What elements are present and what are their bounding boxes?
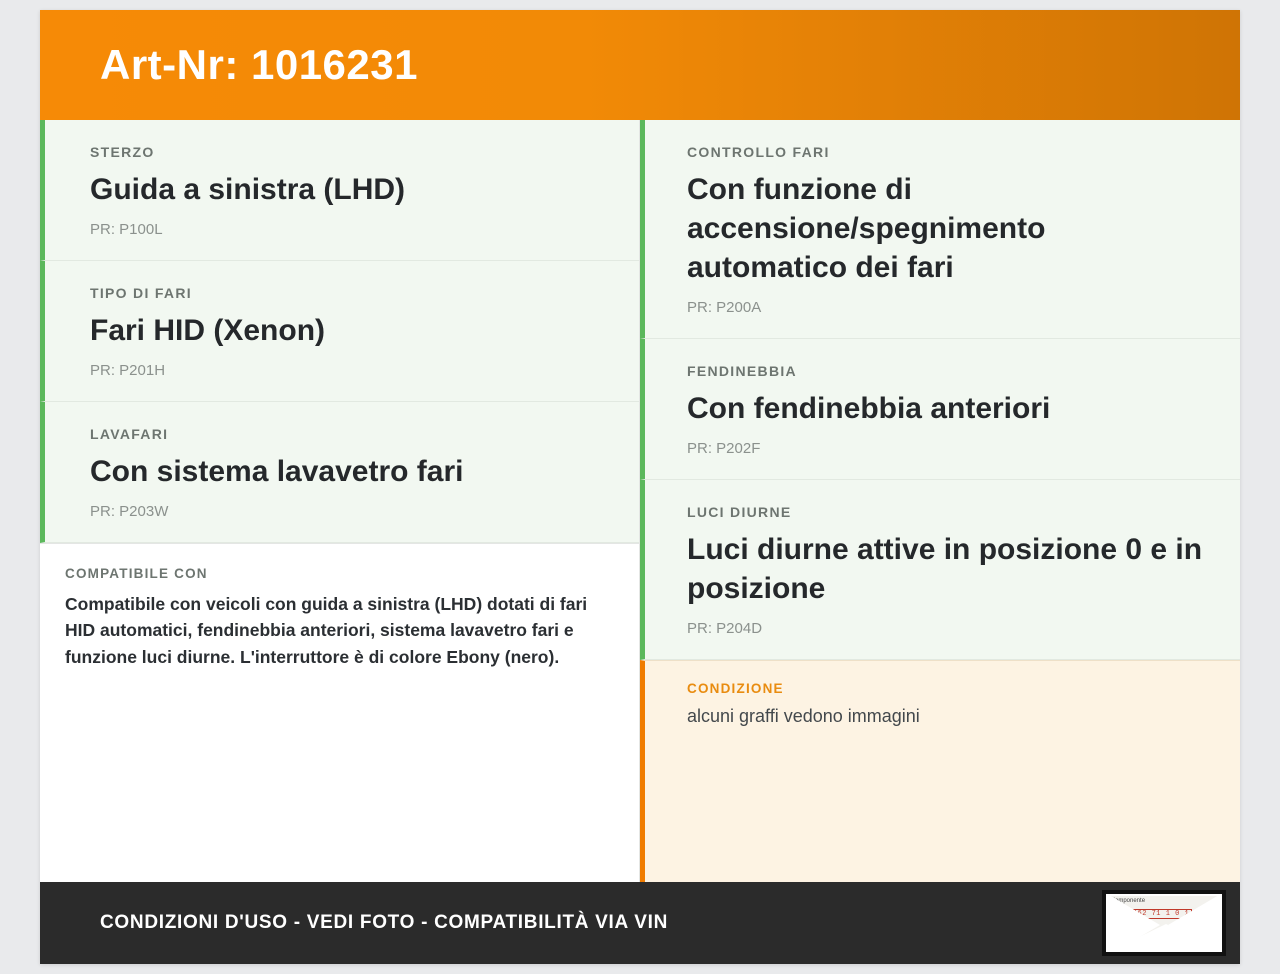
page-title: Art-Nr: 1016231 (100, 41, 418, 88)
condition-block (640, 660, 1240, 882)
parts-label-icon (1102, 890, 1226, 956)
sticker-brand: Merc...-Benz (1111, 922, 1153, 930)
spec-body (40, 120, 1240, 882)
spec-value: Guida a sinistra (LHD) (90, 173, 406, 206)
spec-value: Fari HID (Xenon) (90, 314, 326, 347)
sticker-code: W 71462 71 1 0 1 (1111, 909, 1192, 920)
spec-value: Luci diurne attive in posizione 0 e in posizione (687, 533, 1203, 605)
spec-label: FENDINEBBIA (687, 363, 797, 379)
spec-pr-code: PR: P202F (687, 440, 761, 457)
right-column (640, 120, 1240, 882)
spec-pr-code: PR: P204D (687, 620, 763, 637)
spec-pr-code: PR: P201H (90, 362, 166, 379)
header-bar (40, 10, 1240, 120)
condition-label: CONDIZIONE (687, 681, 784, 696)
envelope-flaps-icon (1104, 892, 1224, 954)
spec-item-lavafari (40, 402, 639, 543)
spec-item-controllo-fari (640, 120, 1240, 339)
spec-item-tipo-di-fari (40, 261, 639, 402)
compatibility-block (40, 543, 639, 882)
footer-note: CONDIZIONI D'USO - VEDI FOTO - COMPATIBILITÀ VIA VIN (100, 912, 668, 933)
spec-value: Con fendinebbia anteriori (687, 392, 1051, 425)
compatibility-label: COMPATIBILE CON (65, 566, 208, 581)
left-column (40, 120, 640, 882)
spec-label: LUCI DIURNE (687, 504, 792, 520)
spec-value: Con funzione di accensione/spegnimento automatico dei fari (687, 173, 1046, 284)
spec-pr-code: PR: P200A (687, 299, 762, 316)
compatibility-text: Compatibile con veicoli con guida a sinistra (LHD) dotati di fari HID automatici, fendinebbia anteriori, sistema lavavetro fari e funzione luci diurne. L'interruttore è di colore Ebony (nero). (65, 594, 588, 667)
spec-label: LAVAFARI (90, 426, 169, 442)
spec-pr-code: PR: P100L (90, 221, 163, 238)
spec-item-sterzo (40, 120, 639, 261)
spec-card (40, 10, 1240, 964)
spec-item-fendinebbia (640, 339, 1240, 480)
sticker-heading: Komponente (1111, 898, 1146, 904)
spec-label: TIPO DI FARI (90, 285, 192, 301)
spec-label: STERZO (90, 144, 155, 160)
spec-pr-code: PR: P203W (90, 503, 169, 520)
footer-bar (40, 882, 1240, 964)
spec-label: CONTROLLO FARI (687, 144, 830, 160)
spec-item-luci-diurne (640, 480, 1240, 660)
spec-value: Con sistema lavavetro fari (90, 455, 464, 488)
condition-text: alcuni graffi vedono immagini (687, 706, 920, 726)
